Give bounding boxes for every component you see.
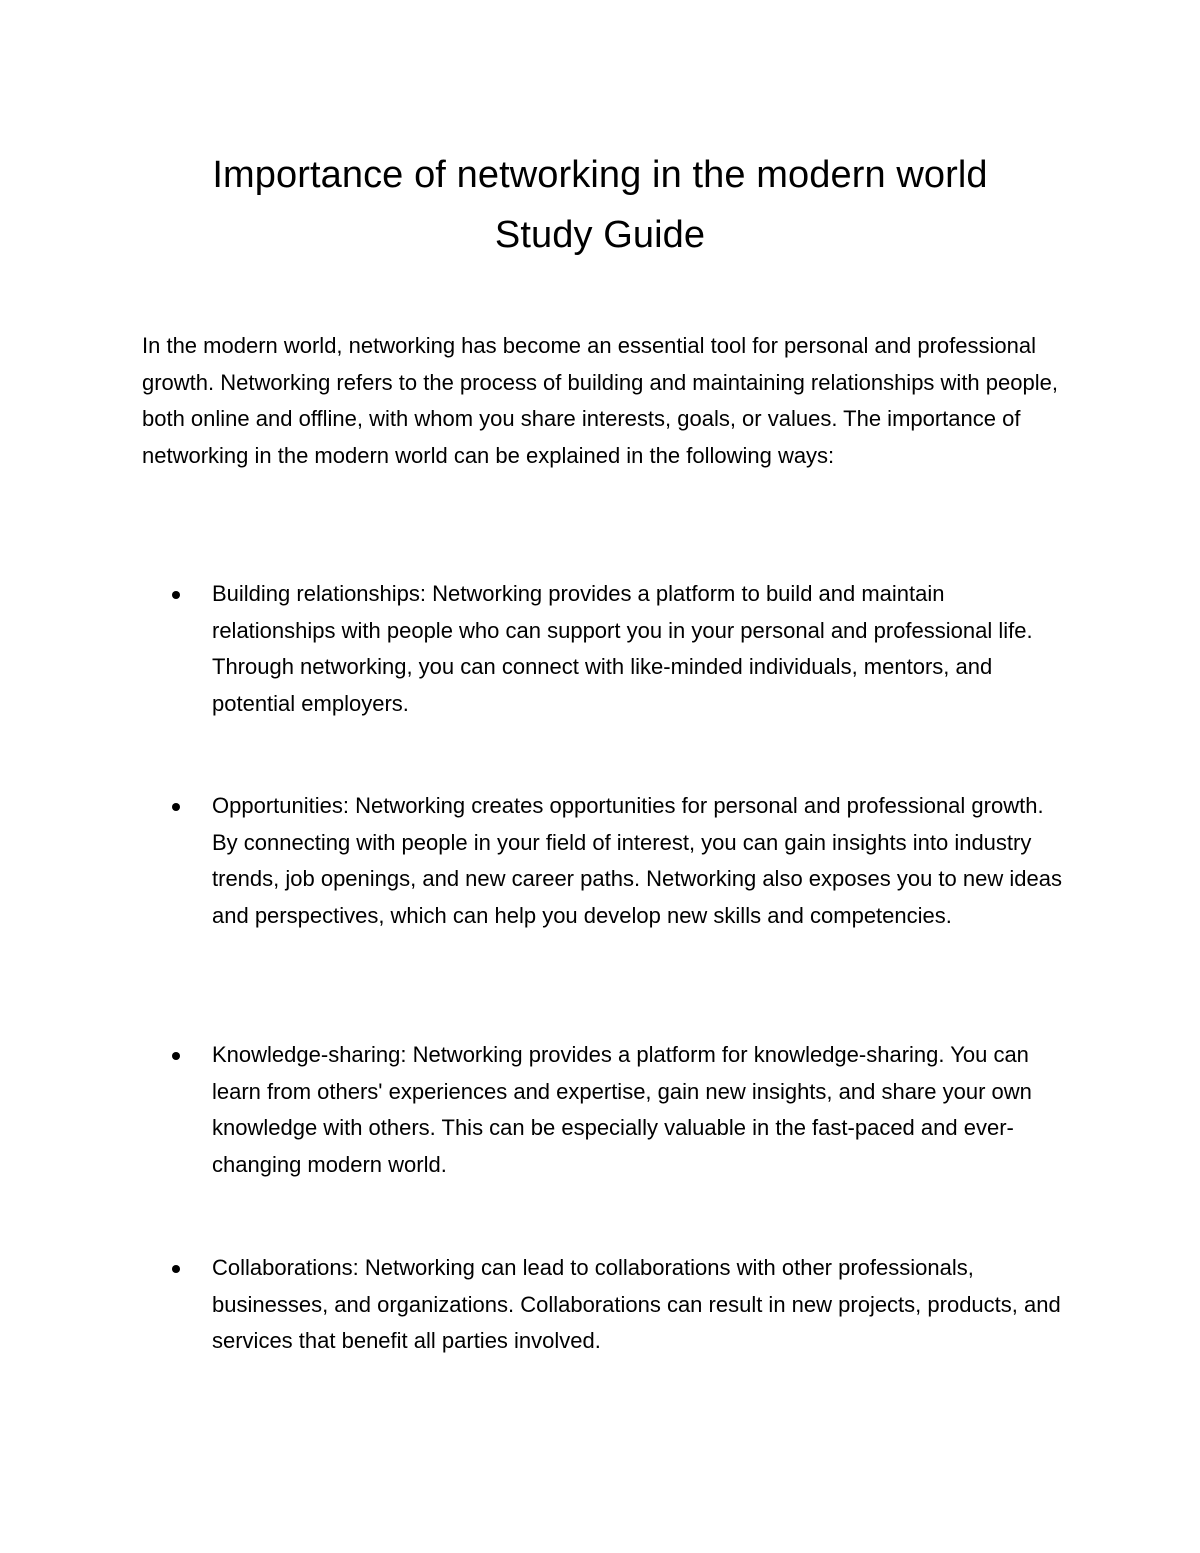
bullet-dot-icon (172, 803, 180, 811)
bullet-text: Opportunities: Networking creates opportunities for personal and professional growth. By connecting with people in your field of interest, you can gain insights into industry trends, job openings, and new career paths. Networking also exposes you to new ideas and perspectives, which can help you develop new skills and competencies. (212, 793, 1062, 928)
bullet-text: Collaborations: Networking can lead to collaborations with other professionals, businesses, and organizations. Collaborations can result in new projects, products, and services that benefit all parties involved. (212, 1255, 1061, 1353)
bullet-item-knowledge-sharing (212, 1037, 1072, 1183)
bullet-item-collaborations (212, 1250, 1072, 1360)
bullet-dot-icon (172, 591, 180, 599)
bullet-text: Knowledge-sharing: Networking provides a platform for knowledge-sharing. You can learn from others' experiences and expertise, gain new insights, and share your own knowledge with others. This can be especially valuable in the fast-paced and ever-changing modern world. (212, 1042, 1032, 1177)
bullet-dot-icon (172, 1265, 180, 1273)
bullet-text: Building relationships: Networking provides a platform to build and maintain relationships with people who can support you in your personal and professional life. Through networking, you can connect with like-minded individuals, mentors, and potential employers. (212, 581, 1033, 716)
bullet-item-opportunities (212, 788, 1072, 934)
bullet-item-building-relationships (212, 576, 1072, 722)
document-title-line-2: Study Guide (494, 214, 706, 256)
intro-paragraph: In the modern world, networking has become an essential tool for personal and professional growth. Networking refers to the process of building and maintaining relationships with people, both online and offline, with whom you share interests, goals, or values. The importance of networking in the modern world can be explained in the following ways: (142, 333, 1058, 468)
document-title-line-1: Importance of networking in the modern world (212, 154, 988, 196)
bullet-dot-icon (172, 1052, 180, 1060)
